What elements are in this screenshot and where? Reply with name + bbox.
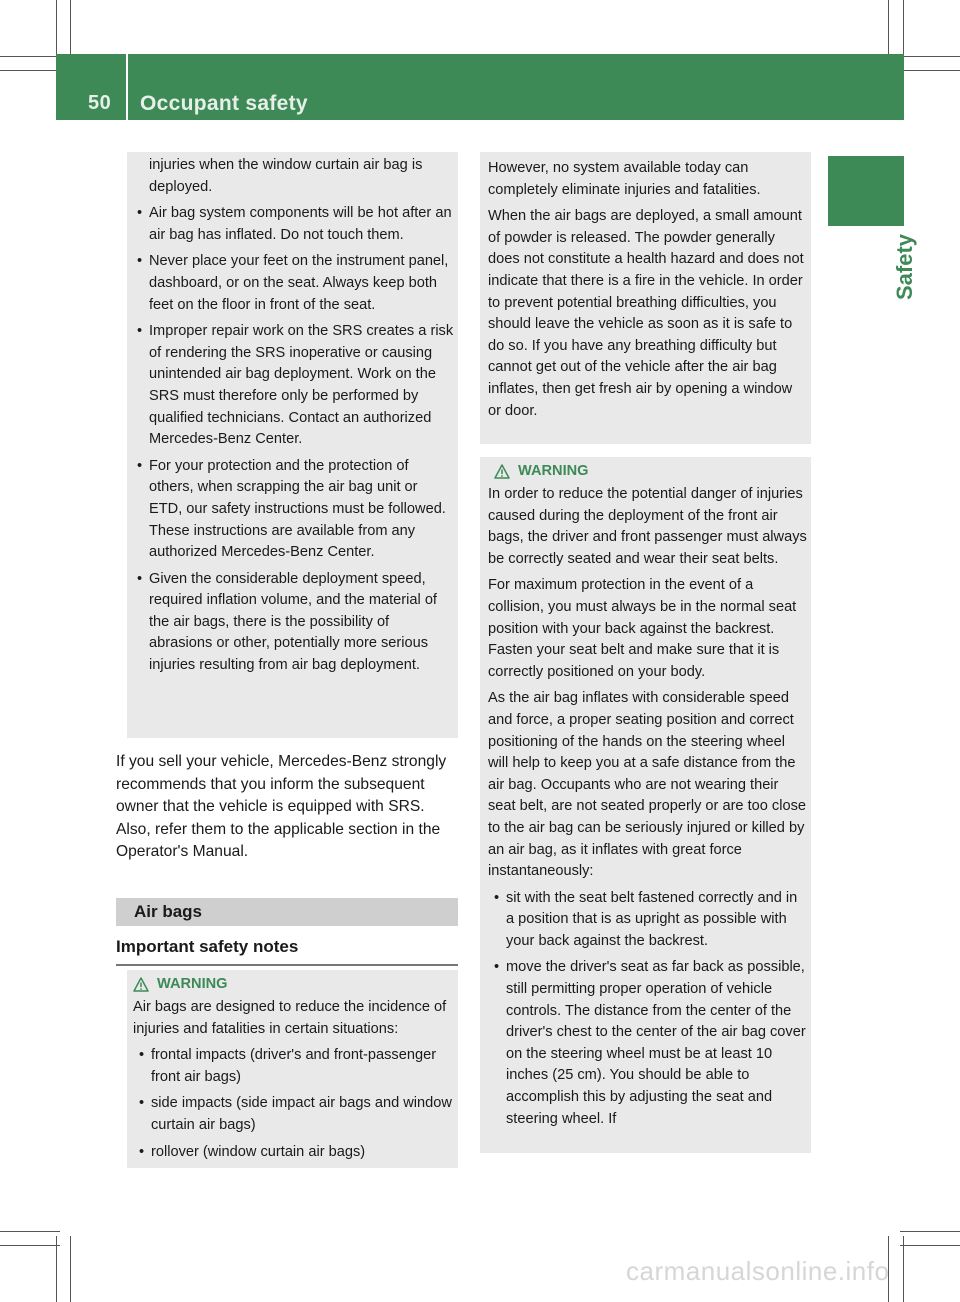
warning-paragraph: As the air bag inflates with considerable speed and force, a proper seating position and correct positioning of the hands on the steering wheel will help to keep you at a safe distance from the air bag. Occupants who are not wearing their seat belt, are not seated properly or are too close to the air bag can be seriously injured or killed by an air bag, as it inflates with great force instantaneously: — [488, 690, 807, 880]
warning-label: WARNING — [518, 463, 589, 479]
warning-triangle-icon — [133, 977, 149, 992]
crop-mark — [900, 70, 960, 71]
note-continuation: injuries when the window curtain air bag is deployed. — [149, 157, 423, 195]
page-title: Occupant safety — [140, 92, 308, 115]
crop-mark — [0, 1231, 60, 1232]
note-paragraph: However, no system available today can completely eliminate injuries and fatalities. — [488, 160, 761, 198]
list-item: • side impacts (side impact air bags and window curtain air bags) — [137, 1093, 452, 1136]
list-item: • Given the considerable deployment speed, required inflation volume, and the material of the air bags, there is the possibility of abrasions or other, potentially more serious injuries resulting from air bag deployment. — [135, 569, 454, 677]
warning-triangle-icon — [494, 464, 510, 479]
list-item: • sit with the seat belt fastened correctly and in a position that is as upright as possible with your back against the backrest. — [492, 888, 807, 953]
crop-mark — [70, 1236, 71, 1302]
crop-mark — [900, 56, 960, 57]
warning-paragraph: For maximum protection in the event of a collision, you must always be in the normal seat position with your back against the backrest. Fasten your seat belt and make sure that it is correctly positioned on your body. — [488, 577, 797, 680]
right-note-box — [480, 152, 811, 444]
sell-vehicle-paragraph: If you sell your vehicle, Mercedes-Benz strongly recommends that you inform the subsequent owner that the vehicle is equipped with SRS. Also, refer them to the applicable section in the Operator's Manual. — [116, 753, 447, 861]
note-paragraph: When the air bags are deployed, a small amount of powder is released. The powder generally does not constitute a health hazard and does not indicate that there is a fire in the vehicle. In order to prevent potential breathing difficulties, you should leave the vehicle as soon as it is safe to do so. If you have any breathing difficulty but cannot get out of the vehicle after the air bag inflates, then get fresh air by opening a window or door. — [488, 208, 804, 419]
warning-header — [494, 461, 807, 482]
crop-mark — [0, 56, 60, 57]
page-number: 50 — [88, 92, 112, 114]
list-item: • Air bag system components will be hot after an air bag has inflated. Do not touch them. — [135, 203, 454, 246]
warning-header — [133, 974, 452, 995]
section-heading: Air bags — [116, 898, 458, 926]
list-item: • For your protection and the protection of others, when scrapping the air bag unit or ETD, our safety instructions must be followed. These instructions are available from any authorized Mercedes-Benz Center. — [135, 456, 454, 564]
section-label: Safety — [892, 233, 917, 300]
list-item: • Improper repair work on the SRS creates a risk of rendering the SRS inoperative or causing unintended air bag deployment. Work on the SRS must therefore only be performed by qualified technicians. Contact an authorized Mercedes-Benz Center. — [135, 321, 454, 451]
warning-label: WARNING — [157, 976, 228, 992]
crop-mark — [0, 1245, 60, 1246]
left-warning-box — [127, 970, 458, 1168]
crop-mark — [900, 1245, 960, 1246]
warning-intro: Air bags are designed to reduce the incidence of injuries and fatalities in certain situations: — [133, 999, 447, 1037]
crop-mark — [900, 1231, 960, 1232]
left-note-box — [127, 152, 458, 738]
right-warning-box — [480, 457, 811, 1153]
header-divider — [126, 54, 128, 120]
list-item: • move the driver's seat as far back as possible, still permitting proper operation of vehicle controls. The distance from the center of the driver's chest to the center of the air bag cover on the steering wheel must be at least 10 inches (25 cm). You should be able to accomplish this by adjusting the seat and steering wheel. If — [492, 957, 807, 1130]
list-item: • Never place your feet on the instrument panel, dashboard, or on the seat. Always keep both feet on the floor in front of the seat. — [135, 251, 454, 316]
crop-mark — [0, 70, 60, 71]
list-item: • rollover (window curtain air bags) — [137, 1142, 452, 1164]
watermark: carmanualsonline.info — [626, 1256, 890, 1286]
warning-paragraph: In order to reduce the potential danger of injuries caused during the deployment of the front air bags, the driver and front passenger must always be correctly seated and wear their seat belts. — [488, 486, 807, 567]
section-tab — [828, 156, 904, 226]
subsection-heading: Important safety notes — [116, 936, 458, 966]
list-item: • frontal impacts (driver's and front-passenger front air bags) — [137, 1045, 452, 1088]
